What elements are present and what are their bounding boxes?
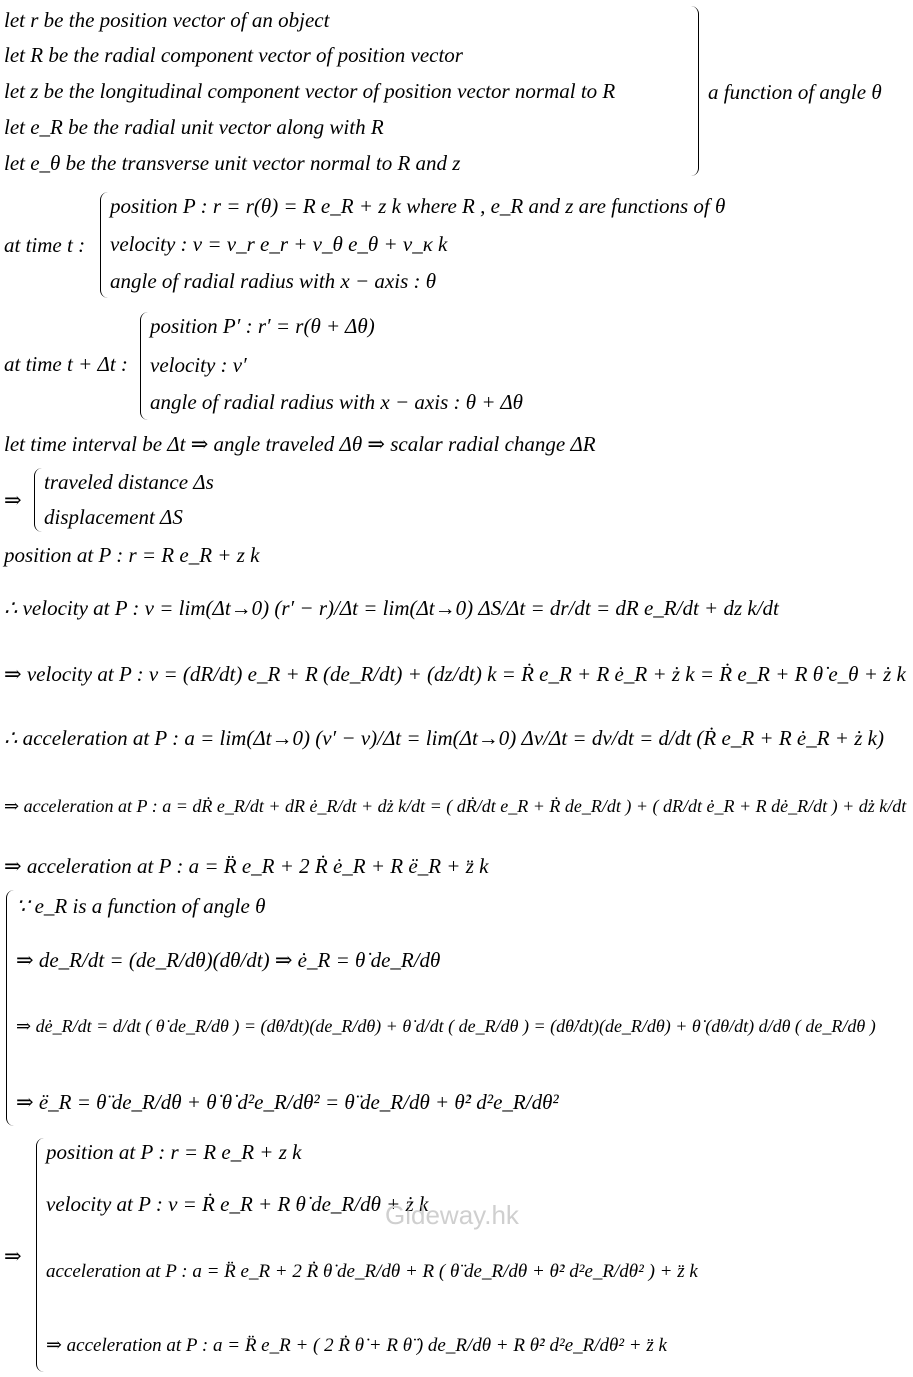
- eR-line: ∵ e_R is a function of angle θ: [16, 894, 266, 918]
- distance-line: displacement ΔS: [44, 505, 183, 529]
- eR-line: ⇒ de_R/dt = (de_R/dθ)(dθ/dt) ⇒ ė_R = θ̇ de_R/dθ: [16, 948, 441, 972]
- definition-line: let r be the position vector of an object: [4, 8, 330, 32]
- step-line: position at P : r = R e_R + z k: [4, 543, 260, 567]
- definition-line: let z be the longitudinal component vector of position vector normal to R: [4, 79, 616, 103]
- left-brace: [140, 312, 149, 420]
- definitions-note: a function of angle θ: [708, 80, 882, 104]
- step-line: ⇒ acceleration at P : a = R̈ e_R + 2 Ṙ ė_R + R ë_R + z̈ k: [4, 854, 489, 878]
- time-t-label: at time t :: [4, 233, 86, 257]
- right-brace: [688, 6, 699, 176]
- time-t-line: angle of radial radius with x − axis : θ: [110, 269, 437, 293]
- watermark: Gideway.hk: [385, 1200, 519, 1230]
- summary-line: acceleration at P : a = R̈ e_R + 2 Ṙ θ̇ de_R/dθ + R ( θ̈ de_R/dθ + θ̇² d²e_R/dθ² ) + z̈ k: [46, 1261, 698, 1282]
- step-line: ∴ velocity at P : v = lim(Δt→0) (r′ − r)/Δt = lim(Δt→0) ΔS/Δt = dr/dt = dR e_R/dt + dz k/dt: [4, 596, 779, 620]
- eR-line: ⇒ ë_R = θ̈ de_R/dθ + θ̇ θ̇ d²e_R/dθ² = θ̈ de_R/dθ + θ̇² d²e_R/dθ²: [16, 1090, 559, 1114]
- implies-symbol: ⇒: [4, 488, 22, 512]
- time-t-dt-label: at time t + Δt :: [4, 352, 128, 376]
- time-t-line: velocity : v = v_r e_r + v_θ e_θ + v_κ k: [110, 232, 448, 256]
- time-t-dt-line: position P′ : r′ = r(θ + Δθ): [150, 314, 375, 338]
- step-line: ⇒ velocity at P : v = (dR/dt) e_R + R (de_R/dt) + (dz/dt) k = Ṙ e_R + R ė_R + ż k = Ṙ e_R + R θ̇ e_θ + ż k: [4, 662, 906, 686]
- definition-line: let e_θ be the transverse unit vector normal to R and z: [4, 151, 461, 175]
- eR-line: ⇒ dė_R/dt = d/dt ( θ̇ de_R/dθ ) = (dθ̇/dt)(de_R/dθ) + θ̇ d/dt ( de_R/dθ ) = (dθ̇/dt)(de_R/dθ) + θ̇ (dθ/dt) d/dθ ( de_R/dθ ): [16, 1016, 876, 1036]
- time-t-dt-line: velocity : v′: [150, 353, 247, 377]
- interval-line: let time interval be Δt ⇒ angle traveled Δθ ⇒ scalar radial change ΔR: [4, 432, 596, 456]
- time-t-dt-line: angle of radial radius with x − axis : θ + Δθ: [150, 390, 523, 414]
- summary-line: velocity at P : v = Ṙ e_R + R θ̇ de_R/dθ + ż k: [46, 1192, 429, 1216]
- implies-symbol: ⇒: [4, 1244, 22, 1268]
- left-brace: [6, 890, 15, 1126]
- definition-line: let R be the radial component vector of position vector: [4, 43, 463, 67]
- distance-line: traveled distance Δs: [44, 470, 214, 494]
- time-t-line: position P : r = r(θ) = R e_R + z k where R , e_R and z are functions of θ: [110, 194, 726, 218]
- left-brace: [34, 468, 43, 532]
- summary-line: ⇒ acceleration at P : a = R̈ e_R + ( 2 Ṙ θ̇ + R θ̈ ) de_R/dθ + R θ̇² d²e_R/dθ² + z̈ k: [46, 1335, 667, 1356]
- summary-line: position at P : r = R e_R + z k: [46, 1140, 302, 1164]
- step-line: ⇒ acceleration at P : a = dṘ e_R/dt + dR ė_R/dt + dż k/dt = ( dṘ/dt e_R + Ṙ de_R/dt ) + ( dR/dt ė_R + R dė_R/dt ) + dż k/dt: [4, 796, 907, 816]
- definition-line: let e_R be the radial unit vector along with R: [4, 115, 384, 139]
- left-brace: [100, 192, 109, 298]
- step-line: ∴ acceleration at P : a = lim(Δt→0) (v′ − v)/Δt = lim(Δt→0) Δv/Δt = dv/dt = d/dt (Ṙ e_R + R ė_R + ż k): [4, 726, 884, 750]
- left-brace: [36, 1138, 45, 1372]
